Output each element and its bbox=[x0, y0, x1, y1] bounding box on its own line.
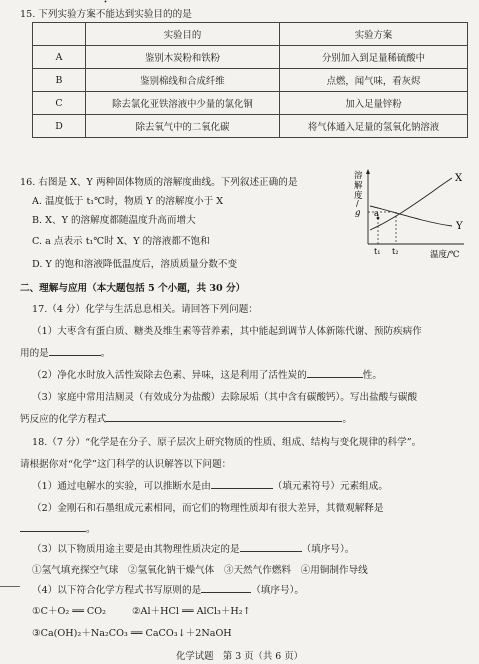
q18-p4: （4）以下符合化学方程式书写原则的是 （填序号）。 bbox=[32, 582, 304, 596]
q17-p1a: （1）大枣含有蛋白质、糖类及维生素等营养素，其中能起到调节人体新陈代谢、预防疾病作 bbox=[32, 326, 422, 337]
q17-p1b: 用的是 。 bbox=[20, 345, 110, 359]
table-row: B 鉴别棉线和合成纤维 点燃，闻气味，看灰烬 bbox=[33, 69, 468, 92]
q16-option-b: B. X、Y 的溶解度都随温度升高而增大 bbox=[32, 215, 196, 226]
q17-stem: 17.（4 分）化学与生活息息相关。请回答下列问题： bbox=[32, 304, 258, 315]
curve-x-label: X bbox=[455, 173, 463, 184]
q18-eq-row1 bbox=[32, 603, 251, 617]
y-axis-label-1: 溶 bbox=[354, 171, 363, 181]
table-row: A 鉴别木炭粉和铁粉 分别加入到足量稀硫酸中 bbox=[33, 46, 468, 69]
x-axis-label: 温度/℃ bbox=[430, 250, 460, 260]
curve-y bbox=[370, 206, 452, 226]
table-header-row: 实验目的 实验方案 bbox=[33, 23, 468, 46]
q15-stem: 15. 下列实验方案不能达到实验目的的是 bbox=[20, 6, 192, 20]
y-axis-arrow bbox=[366, 169, 370, 174]
page-footer: 化学试题 第 3 页（共 6 页） bbox=[176, 651, 303, 662]
section-2-title: 二、理解与应用（本大题包括 5 个小题，共 30 分） bbox=[20, 283, 246, 294]
q18-p2a: （2）金刚石和石墨组成元素相同，而它们的物理性质却有很大差异，其微观解释是 bbox=[32, 503, 384, 514]
point-a-label: a bbox=[374, 209, 379, 218]
y-axis-label-4: / bbox=[356, 199, 359, 208]
q15-table bbox=[32, 22, 468, 138]
q18-stem: 18.（7 分）“化学是在分子、原子层次上研究物质的性质、组成、结构与变化规律的科学”。 bbox=[32, 437, 422, 448]
answer-blank[interactable] bbox=[106, 411, 342, 422]
t1-label: t₁ bbox=[374, 247, 381, 256]
q17-p3b: 钙反应的化学方程式 。 bbox=[20, 411, 352, 425]
curve-y-label: Y bbox=[456, 221, 463, 232]
solubility-chart bbox=[352, 168, 474, 260]
q16-stem: 16. 右图是 X、Y 两种固体物质的溶解度曲线。下列叙述正确的是 bbox=[20, 177, 298, 188]
q17-p2: （2）净化水时放入活性炭除去色素、异味，这是利用了活性炭的 性。 bbox=[32, 367, 382, 381]
equation-1: ①C＋O₂ ══ CO₂ bbox=[32, 606, 106, 617]
answer-blank[interactable] bbox=[20, 521, 86, 532]
q16-option-c: C. a 点表示 t₁℃时 X、Y 的溶液都不饱和 bbox=[32, 236, 210, 247]
q18-p3-options: ①氢气填充探空气球 ②氢氧化钠干燥气体 ③天然气作燃料 ④用铜制作导线 bbox=[32, 565, 368, 576]
y-axis-label-5: g bbox=[355, 208, 361, 218]
answer-blank[interactable] bbox=[49, 345, 101, 356]
margin-rule bbox=[0, 586, 20, 587]
q16-option-d: D. Y 的饱和溶液降低温度后，溶质质量分数不变 bbox=[32, 259, 238, 270]
q18-p3: （3）以下物质用途主要是由其物理性质决定的是 （填序号）。 bbox=[32, 541, 354, 555]
q18-p1: （1）通过电解水的实验，可以推断水是由 （填元素符号）元素组成。 bbox=[32, 478, 388, 492]
answer-blank[interactable] bbox=[201, 582, 251, 593]
curve-x bbox=[370, 178, 452, 230]
q18-p2b: 。 bbox=[20, 521, 96, 535]
answer-blank[interactable] bbox=[240, 541, 302, 552]
q18-eq-row2: ③Ca(OH)₂＋Na₂CO₃ ══ CaCO₃↓＋2NaOH bbox=[32, 628, 232, 639]
y-axis-label-3: 度 bbox=[354, 191, 363, 201]
t2-label: t₂ bbox=[392, 247, 399, 256]
table-row: C 除去氯化亚铁溶液中少量的氯化铜 加入足量锌粉 bbox=[33, 92, 468, 115]
table-row: D 除去氧气中的二氧化碳 将气体通入足量的氢氧化钠溶液 bbox=[33, 115, 468, 138]
answer-blank[interactable] bbox=[307, 367, 363, 378]
q15-emphasis: 不能 bbox=[95, 9, 116, 20]
q17-p3a: （3）家庭中常用洁厕灵（有效成分为盐酸）去除尿垢（其中含有碳酸钙）。写出盐酸与碳酸 bbox=[32, 392, 418, 403]
q16-option-a: A. 温度低于 t₁℃时，物质 Y 的溶解度小于 X bbox=[32, 196, 224, 207]
equation-2: ②Al＋HCl ══ AlCl₃＋H₂↑ bbox=[131, 606, 251, 617]
q18-stem2: 请根据你对“化学”这门科学的认识解答以下问题： bbox=[20, 459, 232, 470]
y-axis-label-2: 解 bbox=[354, 181, 363, 191]
answer-blank[interactable] bbox=[211, 478, 273, 489]
